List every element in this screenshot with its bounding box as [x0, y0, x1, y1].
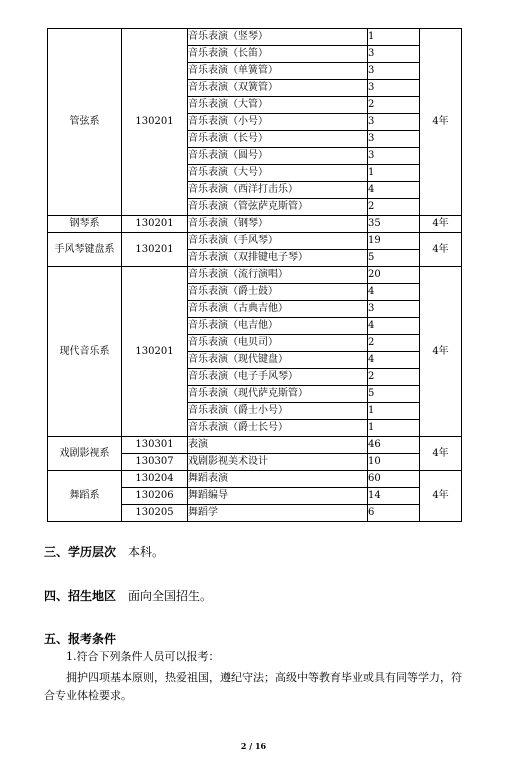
major-name-cell: 音乐表演（竖琴） [188, 29, 368, 46]
enrollment-count-cell: 3 [368, 131, 420, 148]
table-row [48, 233, 462, 250]
major-name-cell: 音乐表演（爵士鼓） [188, 284, 368, 301]
major-name-cell: 音乐表演（现代萨克斯管） [188, 386, 368, 403]
major-name-cell: 舞蹈表演 [188, 471, 368, 488]
major-name-cell: 音乐表演（圆号） [188, 148, 368, 165]
major-name-cell: 音乐表演（爵士小号） [188, 403, 368, 420]
enrollment-count-cell: 2 [368, 369, 420, 386]
study-years-cell: 4年 [420, 29, 462, 216]
enrollment-count-cell: 46 [368, 437, 420, 454]
major-code-cell: 130201 [122, 267, 188, 437]
table-row [48, 471, 462, 488]
major-name-cell: 表演 [188, 437, 368, 454]
major-name-cell: 音乐表演（古典吉他） [188, 301, 368, 318]
page-number: 2 / 16 [240, 741, 267, 751]
major-name-cell: 音乐表演（现代键盘） [188, 352, 368, 369]
major-name-cell: 舞蹈编导 [188, 488, 368, 505]
enrollment-count-cell: 4 [368, 318, 420, 335]
enrollment-region-value: 面向全国招生。 [128, 589, 213, 603]
enrollment-count-cell: 2 [368, 335, 420, 352]
study-years-cell: 4年 [420, 233, 462, 267]
study-years-cell: 4年 [420, 267, 462, 437]
enrollment-count-cell: 4 [368, 182, 420, 199]
enrollment-count-cell: 4 [368, 352, 420, 369]
study-years-cell: 4年 [420, 216, 462, 233]
enrollment-table [47, 28, 462, 522]
section-application-conditions [44, 630, 116, 647]
major-code-cell: 130204 [122, 471, 188, 488]
education-level-value: 本科。 [128, 545, 165, 559]
enrollment-count-cell: 10 [368, 454, 420, 471]
condition-item-1: 1.符合下列条件人员可以报考： [66, 650, 220, 663]
major-name-cell: 音乐表演（电贝司） [188, 335, 368, 352]
major-name-cell: 音乐表演（双排键电子琴） [188, 250, 368, 267]
enrollment-count-cell: 60 [368, 471, 420, 488]
major-name-cell: 音乐表演（电吉他） [188, 318, 368, 335]
section-heading: 五、报考条件 [44, 632, 117, 646]
major-name-cell: 音乐表演（管弦萨克斯管） [188, 199, 368, 216]
major-name-cell: 音乐表演（电子手风琴） [188, 369, 368, 386]
enrollment-count-cell: 3 [368, 63, 420, 80]
major-code-cell: 130201 [122, 233, 188, 267]
enrollment-count-cell: 35 [368, 216, 420, 233]
department-cell: 钢琴系 [48, 216, 122, 233]
table-row [48, 437, 462, 454]
enrollment-count-cell: 14 [368, 488, 420, 505]
department-cell: 戏剧影视系 [48, 437, 122, 471]
major-code-cell: 130201 [122, 29, 188, 216]
department-cell: 手风琴键盘系 [48, 233, 122, 267]
major-name-cell: 音乐表演（手风琴） [188, 233, 368, 250]
major-code-cell: 130205 [122, 505, 188, 522]
enrollment-count-cell: 1 [368, 29, 420, 46]
table-row [48, 267, 462, 284]
major-name-cell: 音乐表演（长号） [188, 131, 368, 148]
enrollment-table-body [48, 29, 462, 522]
enrollment-count-cell: 3 [368, 46, 420, 63]
enrollment-count-cell: 19 [368, 233, 420, 250]
enrollment-count-cell: 1 [368, 165, 420, 182]
major-code-cell: 130206 [122, 488, 188, 505]
enrollment-count-cell: 3 [368, 148, 420, 165]
department-cell: 管弦系 [48, 29, 122, 216]
section-enrollment-region [44, 587, 212, 604]
major-name-cell: 音乐表演（大管） [188, 97, 368, 114]
enrollment-count-cell: 6 [368, 505, 420, 522]
major-name-cell: 音乐表演（小号） [188, 114, 368, 131]
table-row [48, 216, 462, 233]
enrollment-count-cell: 5 [368, 250, 420, 267]
section-heading: 四、招生地区 [44, 589, 117, 603]
major-name-cell: 戏剧影视美术设计 [188, 454, 368, 471]
enrollment-count-cell: 3 [368, 80, 420, 97]
study-years-cell: 4年 [420, 471, 462, 522]
enrollment-count-cell: 2 [368, 97, 420, 114]
department-cell: 现代音乐系 [48, 267, 122, 437]
enrollment-count-cell: 20 [368, 267, 420, 284]
major-code-cell: 130201 [122, 216, 188, 233]
department-cell: 舞蹈系 [48, 471, 122, 522]
enrollment-count-cell: 5 [368, 386, 420, 403]
enrollment-count-cell: 3 [368, 301, 420, 318]
major-code-cell: 130301 [122, 437, 188, 454]
major-name-cell: 音乐表演（双簧管） [188, 80, 368, 97]
enrollment-count-cell: 1 [368, 420, 420, 437]
major-name-cell: 舞蹈学 [188, 505, 368, 522]
enrollment-count-cell: 2 [368, 199, 420, 216]
enrollment-count-cell: 4 [368, 284, 420, 301]
major-name-cell: 音乐表演（单簧管） [188, 63, 368, 80]
major-code-cell: 130307 [122, 454, 188, 471]
major-name-cell: 音乐表演（大号） [188, 165, 368, 182]
table-row [48, 29, 462, 46]
major-name-cell: 音乐表演（流行演唱） [188, 267, 368, 284]
enrollment-count-cell: 1 [368, 403, 420, 420]
section-heading: 三、学历层次 [44, 545, 117, 559]
major-name-cell: 音乐表演（西洋打击乐） [188, 182, 368, 199]
study-years-cell: 4年 [420, 437, 462, 471]
enrollment-count-cell: 3 [368, 114, 420, 131]
major-name-cell: 音乐表演（钢琴） [188, 216, 368, 233]
section-education-level [44, 543, 164, 560]
major-name-cell: 音乐表演（长笛） [188, 46, 368, 63]
major-name-cell: 音乐表演（爵士长号） [188, 420, 368, 437]
condition-body: 拥护四项基本原则，热爱祖国，遵纪守法；高级中等教育毕业或具有同等学力，符合专业体检要求。 [44, 671, 462, 702]
